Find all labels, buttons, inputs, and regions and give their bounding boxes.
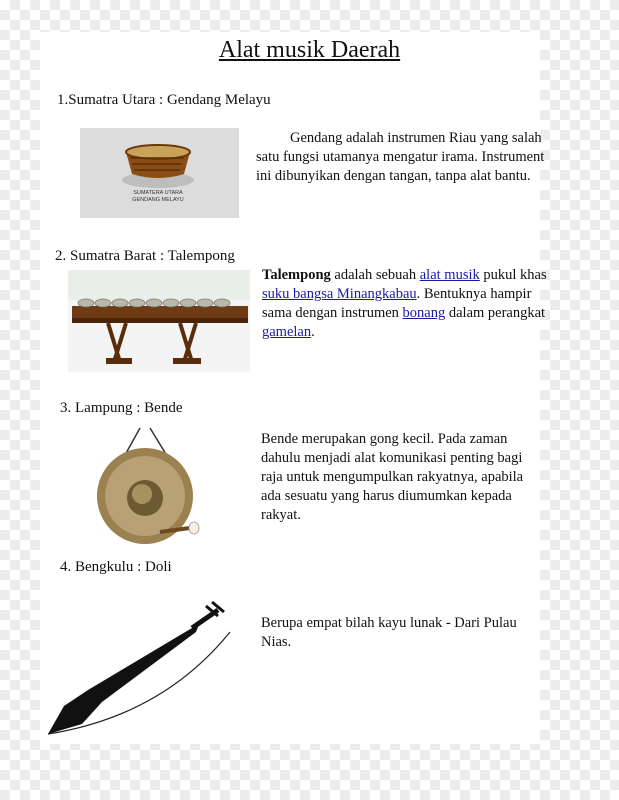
- section-1-heading: 1.Sumatra Utara : Gendang Melayu: [57, 92, 271, 108]
- section-2-heading: 2. Sumatra Barat : Talempong: [55, 248, 235, 264]
- section-2-text-part: dalam perangkat: [445, 305, 546, 321]
- section-4-text: Berupa empat bilah kayu lunak - Dari Pulau Nias.: [261, 615, 517, 650]
- section-2-text: [262, 266, 547, 342]
- gendang-drum-illustration: [80, 128, 239, 218]
- section-2-text-part: pukul khas: [479, 267, 547, 283]
- gendang-caption-line-1: SUMATERA UTARA: [133, 190, 183, 196]
- talempong-image: [68, 270, 250, 372]
- section-4-heading: 4. Bengkulu : Doli: [60, 559, 172, 575]
- section-3-text: Bende merupakan gong kecil. Pada zaman dahulu menjadi alat komunikasi penting bagi raja untuk mengumpulkan rakyatnya, apabila ada sesuatu yang harus diumumkan kepada rakyat.: [261, 431, 524, 523]
- bende-image: [90, 424, 202, 548]
- doli-instrument-illustration: [42, 598, 242, 740]
- link-gamelan[interactable]: gamelan: [262, 324, 312, 340]
- gendang-image: [80, 128, 239, 218]
- bende-gong-illustration: [90, 424, 202, 548]
- section-2-text-part: adalah sebuah: [330, 267, 420, 283]
- talempong-term: Talempong: [262, 267, 331, 283]
- section-2-text-part: . Bentuknya hampir sama dengan instrumen: [262, 286, 532, 321]
- link-bonang[interactable]: bonang: [402, 305, 446, 321]
- page-title: Alat musik Daerah: [218, 37, 401, 63]
- link-alat-musik[interactable]: alat musik: [419, 267, 480, 283]
- section-1-text: Gendang adalah instrumen Riau yang salah satu fungsi utamanya mengatur irama. Instrument ini dibunyikan dengan tangan, tanpa alat bantu.: [256, 130, 545, 184]
- section-2-text-part: .: [311, 324, 315, 340]
- doli-image: [42, 598, 242, 740]
- gendang-caption-line-2: GENDANG MELAYU: [132, 197, 184, 203]
- talempong-illustration: [68, 270, 250, 372]
- link-suku-bangsa-minangkabau[interactable]: suku bangsa Minangkabau: [262, 286, 417, 302]
- section-3-heading: 3. Lampung : Bende: [60, 400, 183, 416]
